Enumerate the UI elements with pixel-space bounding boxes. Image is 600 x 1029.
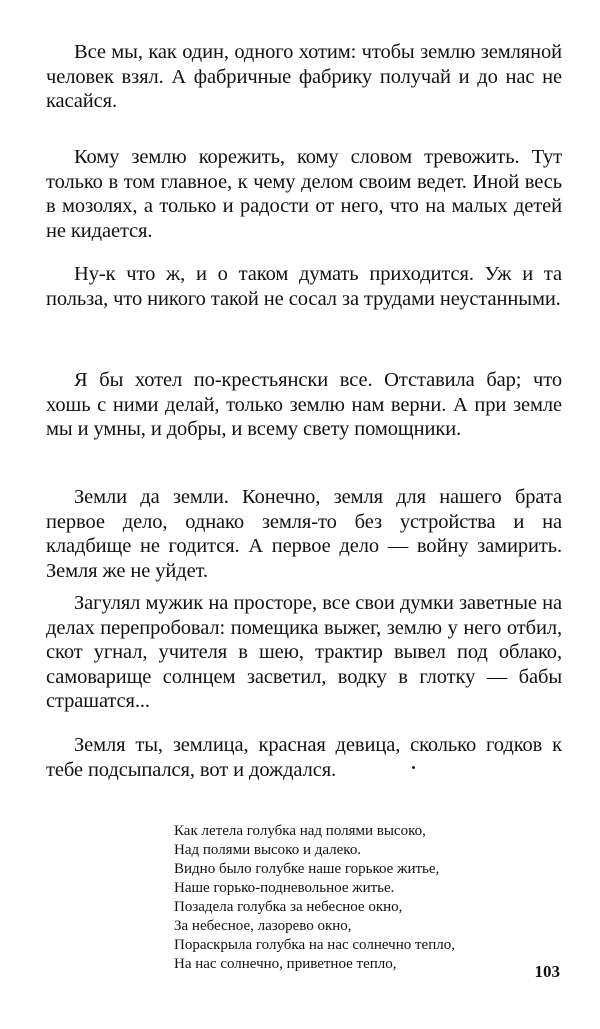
paragraph-5: Земли да земли. Конечно, земля для нашего брата первое дело, однако земля-то без устройства и на кладбище не годится. А первое дело — войну замирить. Земля же не уйдет. <box>46 486 562 582</box>
paragraph-1: Все мы, как один, одного хотим: чтобы землю земляной человек взял. А фабричные фабрику получай и до нас не касайся. <box>46 41 562 112</box>
poem-verse <box>174 822 455 974</box>
poem-line: Позадела голубка за небесное окно, <box>174 899 403 915</box>
paragraph-4: Я бы хотел по-крестьянски все. Отставила бар; что хошь с ними делай, только землю нам верни. А при земле мы и умны, и добры, и всему свету помощники. <box>46 369 562 440</box>
paragraph-7: Земля ты, землица, красная девица, сколько годков к тебе подсыпался, вот и дождался. <box>46 734 562 781</box>
stray-dot-mark <box>412 766 415 769</box>
poem-line: Пораскрыла голубка на нас солнечно тепло, <box>174 937 455 953</box>
paragraph-3: Ну-к что ж, и о таком думать приходится. Уж и та польза, что никого такой не сосал за трудами неустанными. <box>46 263 562 310</box>
poem-line: Как летела голубка над полями высоко, <box>174 823 426 839</box>
paragraph-2: Кому землю корежить, кому словом тревожить. Тут только в том главное, к чему делом своим ведет. Иной весь в мозолях, а только и радости от него, что на малых детей не кидается. <box>46 146 562 242</box>
poem-line: За небесное, лазорево окно, <box>174 918 352 934</box>
page-number: 103 <box>534 962 560 981</box>
poem-line: На нас солнечно, приветное тепло, <box>174 956 397 972</box>
paragraph-6: Загулял мужик на просторе, все свои думки заветные на делах перепробовал: помещика выжег, землю у него отбил, скот угнал, учителя в шею, трактир вывел под облако, самоварище солнцем засветил, водку в глотку — бабы страшатся... <box>46 592 562 712</box>
poem-line: Над полями высоко и далеко. <box>174 842 362 858</box>
poem-line: Видно было голубке наше горькое житье, <box>174 861 440 877</box>
poem-line: Наше горько-подневольное житье. <box>174 880 395 896</box>
